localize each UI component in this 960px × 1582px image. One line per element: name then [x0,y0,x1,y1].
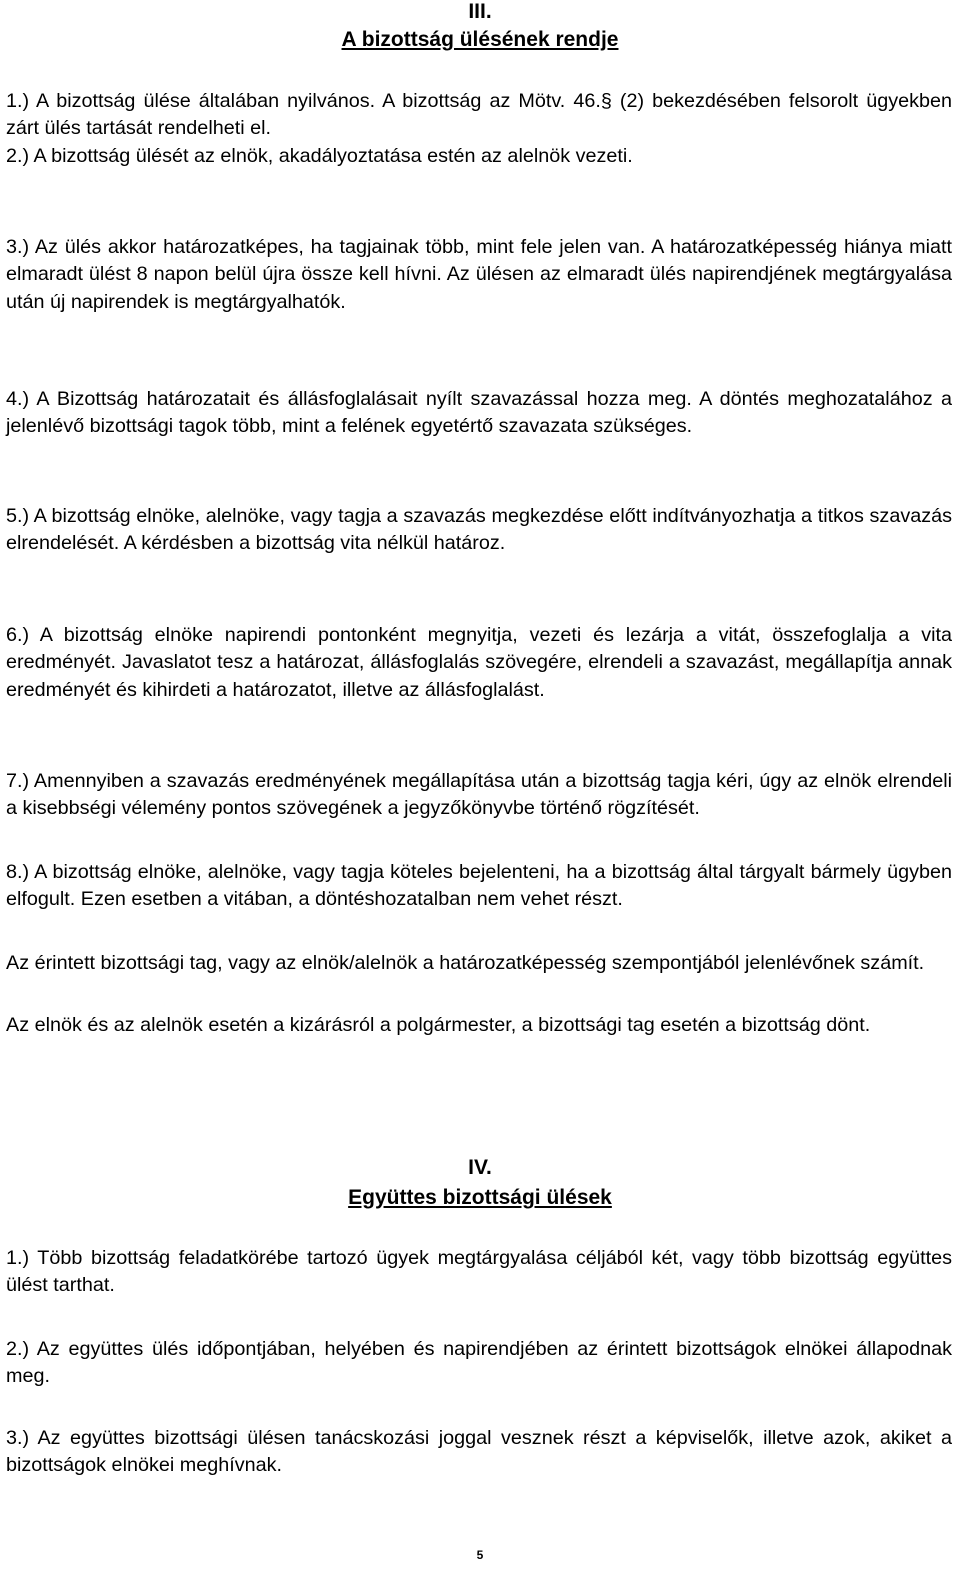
section-3-paragraph-7: 7.) Amennyiben a szavazás eredményének megállapítása után a bizottság tagja kéri, úgy az elnök elrendeli a kisebbségi vélemény pontos szövegének a jegyzőkönyvbe történő rögzítését. [6,770,952,820]
section-3-paragraph-5: 5.) A bizottság elnöke, alelnöke, vagy tagja a szavazás megkezdése előtt indítványozhatja a titkos szavazás elrendelését. A kérdésben a bizottság vita nélkül határoz. [6,505,952,555]
section-3-paragraph-10: Az elnök és az alelnök esetén a kizárásról a polgármester, a bizottsági tag esetén a bizottság dönt. [6,1014,871,1036]
section-3-paragraph-3: 3.) Az ülés akkor határozatképes, ha tagjainak több, mint fele jelen van. A határozatképesség hiánya miatt elmaradt ülést 8 napon belül újra össze kell hívni. Az ülésen az elmaradt ülés napirendjének megtárgyalása után új napirendek is megtárgyalhatók. [6,236,952,313]
section-3-paragraph-4: 4.) A Bizottság határozatait és állásfoglalásait nyílt szavazással hozza meg. A döntés meghozatalához a jelenlévő bizottsági tagok több, mint a felének egyetértő szavazata szükséges. [6,388,952,438]
section-3-paragraph-8: 8.) A bizottság elnöke, alelnöke, vagy tagja köteles bejelenteni, ha a bizottság által tárgyalt bármely ügyben elfogult. Ezen esetben a vitában, a döntéshozatalban nem vehet részt. [6,861,952,911]
section-3-paragraph-2: 2.) A bizottság ülését az elnök, akadályoztatása estén az alelnök vezeti. [6,145,633,167]
section-4-title-text: Együttes bizottsági ülések [348,1186,612,1209]
section-3-paragraph-1: 1.) A bizottság ülése általában nyilvános. A bizottság az Mötv. 46.§ (2) bekezdésében felsorolt ügyekben zárt ülés tartását rendelheti el. [6,90,952,140]
section-3-paragraph-6: 6.) A bizottság elnöke napirendi pontonként megnyitja, vezeti és lezárja a vitát, összefoglalja a vita eredményét. Javaslatot tesz a határozat, állásfoglalás szövegére, elrendeli a szavazást, megállapítja annak eredményét és kihirdeti a határozatot, illetve az állásfoglalást. [6,624,952,701]
section-3-title [0,28,960,52]
section-3-paragraph-9: Az érintett bizottsági tag, vagy az elnök/alelnök a határozatképesség szempontjából jelenlévőnek számít. [6,952,925,974]
section-3-number: III. [468,0,492,23]
page-number: 5 [476,1548,484,1562]
section-4-paragraph-1: 1.) Több bizottság feladatkörébe tartozó ügyek megtárgyalása céljából két, vagy több bizottság együttes ülést tarthat. [6,1247,952,1297]
section-3-title-text: A bizottság ülésének rendje [341,28,619,51]
section-4-paragraph-3: 3.) Az együttes bizottsági ülésen tanácskozási joggal vesznek részt a képviselők, illetve azok, akiket a bizottságok elnökei meghívnak. [6,1427,952,1477]
section-4-number: IV. [468,1156,492,1179]
section-4-paragraph-2: 2.) Az együttes ülés időpontjában, helyében és napirendjében az érintett bizottságok elnökei állapodnak meg. [6,1338,952,1388]
section-4-title [0,1186,960,1210]
